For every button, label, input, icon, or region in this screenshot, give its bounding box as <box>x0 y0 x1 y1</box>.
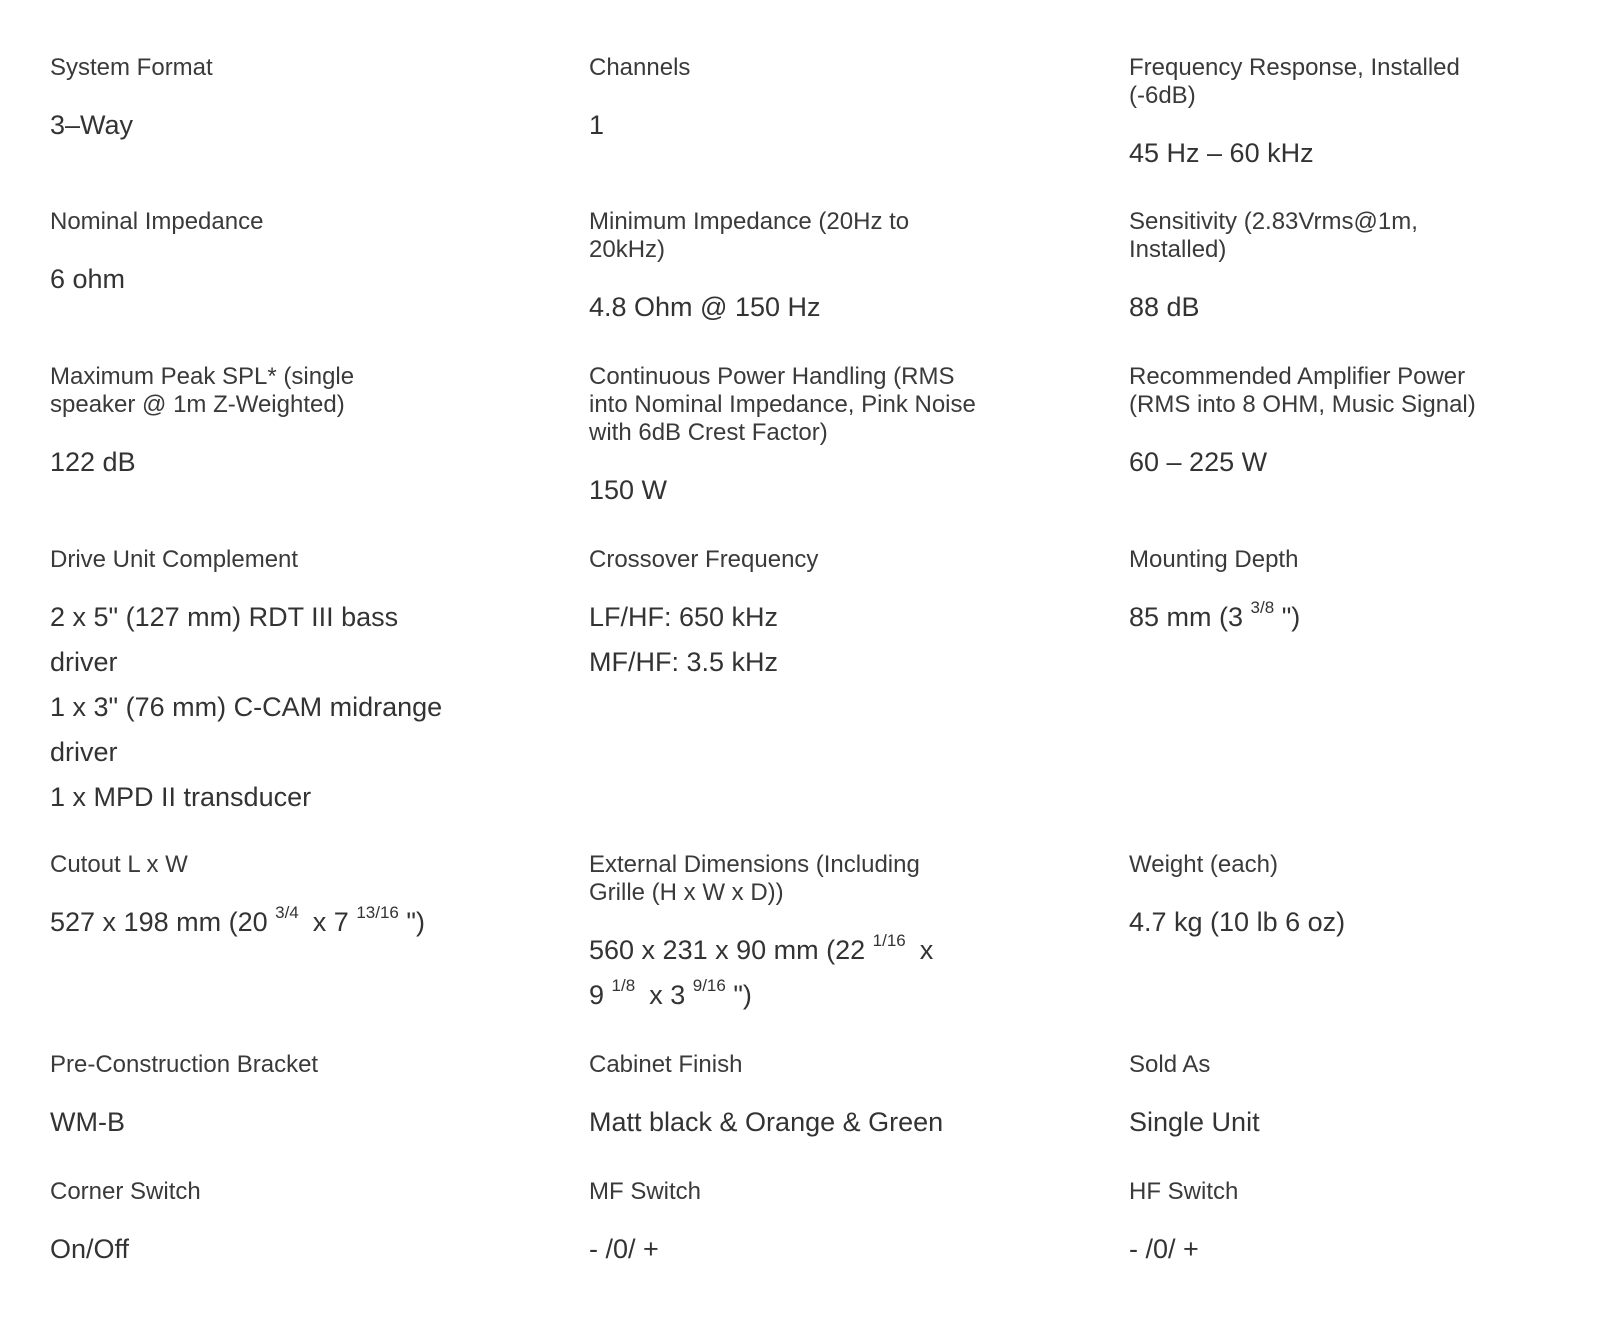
spec-weight <box>1129 851 1549 945</box>
spec-label: Continuous Power Handling (RMS into Nominal Impedance, Pink Noise with 6dB Crest Factor) <box>589 363 976 446</box>
spec-label: Mounting Depth <box>1129 546 1299 573</box>
spec-label: Drive Unit Complement <box>50 546 299 573</box>
spec-sensitivity <box>1129 208 1459 330</box>
value-text: ") <box>733 980 752 1010</box>
value-text: ") <box>1281 602 1301 632</box>
spec-value-line: 6 ohm <box>50 264 126 294</box>
value-text: 560 x 231 x 90 mm (22 <box>589 935 866 965</box>
spec-value <box>50 1227 470 1272</box>
spec-value-line: Matt black & Orange & Green <box>589 1107 944 1137</box>
value-text: x <box>919 935 934 965</box>
spec-value-line: MF/HF: 3.5 kHz <box>589 647 779 677</box>
spec-label: Minimum Impedance (20Hz to 20kHz) <box>589 208 910 263</box>
spec-minimum-impedance <box>589 208 949 330</box>
spec-cabinet-finish <box>589 1051 1009 1145</box>
spec-external-dimensions <box>589 851 969 1018</box>
fraction: 1/16 <box>872 931 906 950</box>
spec-value <box>1129 440 1509 485</box>
spec-value-line: Single Unit <box>1129 1107 1260 1137</box>
spec-value-line: 88 dB <box>1129 292 1200 322</box>
value-text: ") <box>406 907 425 937</box>
spec-label: System Format <box>50 54 213 81</box>
spec-maximum-peak-spl <box>50 363 390 485</box>
spec-value <box>589 103 1009 148</box>
spec-value <box>589 1100 1009 1145</box>
spec-label: Recommended Amplifier Power (RMS into 8 OHM, Music Signal) <box>1129 363 1476 418</box>
spec-value-line: 60 – 225 W <box>1129 447 1268 477</box>
spec-value-line <box>589 973 969 1018</box>
spec-value-line: 4.7 kg (10 lb 6 oz) <box>1129 907 1346 937</box>
spec-value-line: 2 x 5" (127 mm) RDT III bass driver <box>50 602 399 677</box>
spec-continuous-power-handling <box>589 363 989 513</box>
spec-value-line: 1 <box>589 110 605 140</box>
spec-value <box>589 928 969 1018</box>
spec-value <box>50 900 470 945</box>
spec-mounting-depth <box>1129 546 1549 640</box>
spec-label: Sold As <box>1129 1051 1211 1078</box>
spec-value <box>589 468 989 513</box>
spec-drive-unit-complement <box>50 546 460 820</box>
spec-label: Maximum Peak SPL* (single speaker @ 1m Z-Weighted) <box>50 363 355 418</box>
spec-label: Cutout L x W <box>50 851 188 878</box>
value-text: 527 x 198 mm (20 <box>50 907 268 937</box>
value-text: x 3 <box>649 980 686 1010</box>
spec-value-line: 150 W <box>589 475 668 505</box>
fraction: 9/16 <box>692 976 726 995</box>
spec-value <box>50 595 460 820</box>
spec-label: Sensitivity (2.83Vrms@1m, Installed) <box>1129 208 1418 263</box>
spec-label: Nominal Impedance <box>50 208 264 235</box>
spec-pre-construction-bracket <box>50 1051 470 1145</box>
spec-label: Frequency Response, Installed (-6dB) <box>1129 54 1460 109</box>
spec-value-line: On/Off <box>50 1234 130 1264</box>
spec-value <box>50 257 470 302</box>
spec-value <box>589 595 1009 685</box>
spec-label: HF Switch <box>1129 1178 1239 1205</box>
spec-value <box>50 103 470 148</box>
spec-value <box>50 1100 470 1145</box>
spec-value-line: LF/HF: 650 kHz <box>589 602 779 632</box>
spec-system-format <box>50 54 470 148</box>
spec-value <box>1129 1227 1549 1272</box>
spec-label: Pre-Construction Bracket <box>50 1051 319 1078</box>
spec-label: MF Switch <box>589 1178 702 1205</box>
spec-value <box>1129 1100 1549 1145</box>
spec-recommended-amplifier-power <box>1129 363 1509 485</box>
spec-value-line <box>50 900 470 945</box>
spec-nominal-impedance <box>50 208 470 302</box>
spec-value <box>589 1227 1009 1272</box>
spec-value-line: WM-B <box>50 1107 125 1137</box>
spec-value-line: 3–Way <box>50 110 134 140</box>
spec-value-line: - /0/ + <box>1129 1234 1199 1264</box>
fraction: 1/8 <box>611 976 636 995</box>
spec-cutout <box>50 851 470 945</box>
fraction: 3/4 <box>275 903 299 922</box>
spec-mf-switch <box>589 1178 1009 1272</box>
value-text: x 7 <box>312 907 349 937</box>
spec-corner-switch <box>50 1178 470 1272</box>
spec-crossover-frequency <box>589 546 1009 685</box>
spec-value-line: 4.8 Ohm @ 150 Hz <box>589 292 821 322</box>
spec-label: Weight (each) <box>1129 851 1278 878</box>
spec-label: Channels <box>589 54 691 81</box>
spec-sold-as <box>1129 1051 1549 1145</box>
spec-value <box>1129 131 1489 176</box>
spec-value-line <box>589 928 969 973</box>
spec-value-line: 1 x 3" (76 mm) C-CAM midrange driver <box>50 692 443 767</box>
spec-value-line: 45 Hz – 60 kHz <box>1129 138 1314 168</box>
spec-value-line: - /0/ + <box>589 1234 659 1264</box>
value-text: 85 mm (3 <box>1129 602 1244 632</box>
spec-value <box>50 440 390 485</box>
spec-label: Cabinet Finish <box>589 1051 743 1078</box>
fraction: 3/8 <box>1250 598 1275 617</box>
spec-value-line: 122 dB <box>50 447 136 477</box>
value-text: 9 <box>589 980 605 1010</box>
spec-label: External Dimensions (Including Grille (H x W x D)) <box>589 851 920 906</box>
fraction: 13/16 <box>356 903 399 922</box>
spec-channels <box>589 54 1009 148</box>
spec-hf-switch <box>1129 1178 1549 1272</box>
spec-label: Corner Switch <box>50 1178 201 1205</box>
spec-value <box>589 285 949 330</box>
spec-frequency-response <box>1129 54 1489 176</box>
spec-value-line: 1 x MPD II transducer <box>50 782 312 812</box>
spec-value <box>1129 595 1549 640</box>
spec-value <box>1129 285 1459 330</box>
spec-value-line <box>1129 595 1549 640</box>
spec-value <box>1129 900 1549 945</box>
spec-label: Crossover Frequency <box>589 546 819 573</box>
